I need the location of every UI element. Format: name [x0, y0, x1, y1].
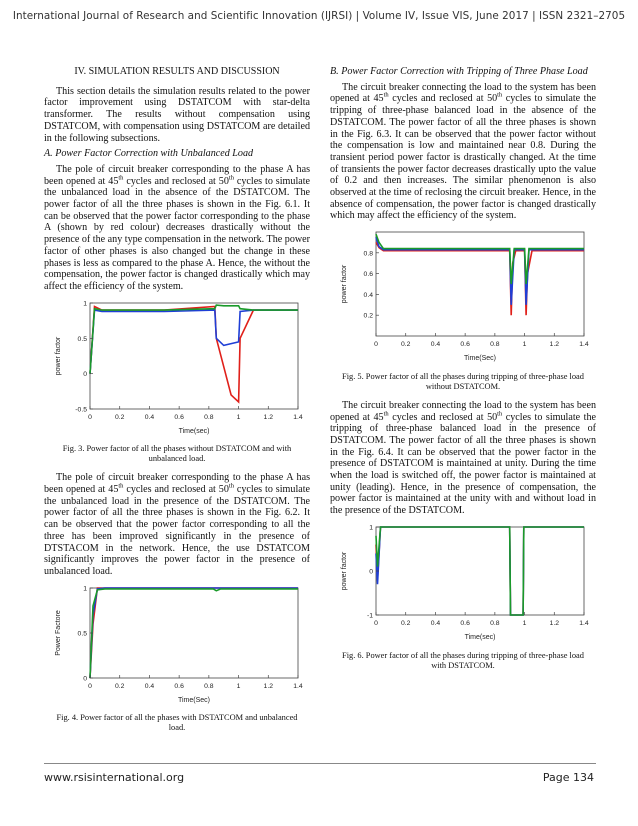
paragraph-a1: The pole of circuit breaker corresponding to the phase A has been opened at 45th cycles and reclosed at 50th cycles to simulate the unbalanced load in the absence of the DSTATCOM. The power factor of all the three phases is shown in the Fig. 6.1. It can be observed that the power factor corresponding to the phase A (shown by red colour) decreases drastically without the presence of the any type compensation in the network. The power factor of other phases is also changed but the change in these phases is less as compared to the phase A. Hence, the without the compensation, the power factor is changed drastically which may affect the efficiency of the system.	[44, 163, 311, 292]
x-tick-label: 0	[374, 619, 378, 627]
y-axis-label: power factor	[341, 551, 348, 591]
x-tick-label: 0.4	[430, 341, 441, 349]
fig5-caption: Fig. 5. Power factor of all the phases during tripping of three-phase load without DSTATCOM.	[342, 371, 584, 391]
figure-4	[44, 582, 310, 712]
footer-url: www.rsisinternational.org	[44, 771, 185, 784]
y-tick-label: -0.5	[75, 406, 87, 414]
x-tick-label: 1	[522, 341, 527, 349]
fig6-chart	[330, 521, 596, 645]
figure-3	[44, 297, 310, 443]
x-axis-label: Time(sec)	[464, 633, 496, 641]
paragraph-a2: The pole of circuit breaker corresponding to the phase A has been opened at 45th cycles and reclosed at 50th cycles to simulate the unbalanced load in the presence of the DSTATCOM. The power factor of all the three phases is shown in the Fig. 6.2. It can be observed that the power factor corresponding to all the three has been improved significantly in the presence of DTSTACOM in the network. Hence, the use DSTATCOM significantly improves the power factor in the presence of unbalanced load.	[44, 472, 311, 577]
plot-area	[90, 588, 298, 678]
x-tick-label: 1.2	[263, 682, 274, 690]
x-tick-label: 1.4	[579, 619, 589, 627]
x-tick-label: 0.2	[400, 341, 411, 349]
x-tick-label: 0.8	[490, 341, 500, 349]
x-tick-label: 0.2	[114, 682, 125, 690]
x-tick-label: 1.4	[293, 682, 303, 690]
y-tick-label: 0.5	[77, 630, 87, 638]
plot-area	[376, 527, 584, 615]
y-tick-label: 0	[83, 370, 87, 378]
fig3-caption: Fig. 3. Power factor of all the phases without DSTATCOM and with unbalanced load.	[62, 444, 292, 464]
fig5-chart	[330, 226, 596, 366]
y-tick-label: 0	[369, 568, 373, 576]
y-tick-label: 1	[369, 524, 373, 532]
x-tick-label: 1.2	[549, 341, 560, 349]
y-tick-label: 0	[83, 675, 87, 683]
x-tick-label: 0.6	[460, 341, 470, 349]
x-tick-label: 1.2	[549, 619, 560, 627]
x-tick-label: 0.8	[490, 619, 500, 627]
x-tick-label: 0.2	[400, 619, 411, 627]
x-axis-label: Time(Sec)	[177, 696, 211, 704]
y-tick-label: 0.6	[363, 271, 373, 279]
x-tick-label: 0.8	[204, 413, 214, 421]
intro-paragraph: This section details the simulation results related to the power factor improvement using DSTATCOM with star-delta transformer. The results without compensation using DSTATCOM, with compensation using DSTATCOM are detailed in the following subsections.	[44, 85, 310, 144]
right-column	[330, 66, 596, 679]
y-tick-label: 0.2	[363, 312, 373, 320]
y-tick-label: 0.5	[77, 335, 87, 343]
x-tick-label: 1	[236, 413, 241, 421]
paragraph-b1: The circuit breaker connecting the load to the system has been opened at 45th cycles and reclosed at 50th cycles to simulate the tripping of three-phase balanced load in the absence of the DSTATCOM. The power factor of all the three phases is shown in the Fig. 6.3. It can be observed that the power factor without the compensation is low and maintained near 0.8. During the transient period power factor is drastically changed. At the time of transients the power factor decreases drastically upto the value of 0.2 and then increases. The similar phenomenon is also observed at the time of reclosing the circuit breaker. Hence, in the absence of compensation, the power factor is changed drastically which may affect the efficiency of the system.	[330, 81, 596, 222]
footer-divider	[44, 763, 596, 764]
fig3-chart	[44, 297, 310, 439]
x-tick-label: 0	[88, 682, 92, 690]
x-tick-label: 0	[88, 413, 92, 421]
subsection-a-heading: A. Power Factor Correction with Unbalanced Load	[44, 148, 254, 160]
y-axis-label: power factor	[341, 264, 348, 304]
footer-page-number: Page 134	[542, 771, 594, 784]
y-tick-label: 0.4	[363, 292, 373, 300]
subsection-b-heading: B. Power Factor Correction with Tripping of Three Phase Load	[330, 66, 588, 77]
x-tick-label: 1	[236, 682, 241, 690]
x-tick-label: 0.6	[174, 413, 184, 421]
y-tick-label: -1	[366, 612, 373, 620]
journal-header: International Journal of Research and Scientific Innovation (IJRSI) | Volume IV, Issue VIS, June 2017 | ISSN 2321–2705	[12, 10, 626, 22]
plot-area	[376, 232, 584, 336]
x-tick-label: 0.6	[174, 682, 184, 690]
y-tick-label: 0.8	[363, 250, 373, 258]
x-tick-label: 1.2	[263, 413, 274, 421]
x-tick-label: 1	[522, 619, 527, 627]
y-axis-label: Power Factore	[55, 609, 62, 656]
x-tick-label: 0.4	[144, 682, 155, 690]
x-axis-label: Time(sec)	[178, 427, 210, 435]
y-axis-label: power factor	[55, 336, 62, 375]
figure-6	[330, 521, 596, 649]
x-tick-label: 1.4	[293, 413, 303, 421]
section-title: IV. SIMULATION RESULTS AND DISCUSSION	[74, 66, 280, 77]
y-tick-label: 1	[83, 300, 87, 308]
x-tick-label: 0.2	[114, 413, 125, 421]
paragraph-b2: The circuit breaker connecting the load to the system has been opened at 45th cycles and reclosed at 50th cycles to simulate the tripping of three-phase balanced load in the presence of DSTATCOM. The power factor of all the three phases is shown in the Fig. 6.4. It can be observed that the power factor in the presence of DSTATCOM is maintained at unity. During the time when the load is switched off, the power factor is maintained at unity (leading). Hence, in the presence of compensation, the power factor is maintained at the unity with and without load in the presence of the DSTATCOM.	[330, 399, 596, 517]
figure-5	[330, 226, 596, 370]
x-axis-label: Time(Sec)	[463, 355, 497, 363]
x-tick-label: 0.4	[144, 413, 155, 421]
left-column	[44, 66, 310, 741]
x-tick-label: 0.4	[430, 619, 441, 627]
fig4-caption: Fig. 4. Power factor of all the phases with DSTATCOM and unbalanced load.	[56, 713, 298, 733]
x-tick-label: 0	[374, 341, 378, 349]
fig4-chart	[44, 582, 310, 708]
plot-area	[90, 303, 298, 409]
fig6-caption: Fig. 6. Power factor of all the phases during tripping of three-phase load with DSTATCOM.	[342, 650, 584, 670]
y-tick-label: 1	[83, 585, 87, 593]
x-tick-label: 1.4	[579, 341, 589, 349]
x-tick-label: 0.6	[460, 619, 470, 627]
x-tick-label: 0.8	[204, 682, 214, 690]
